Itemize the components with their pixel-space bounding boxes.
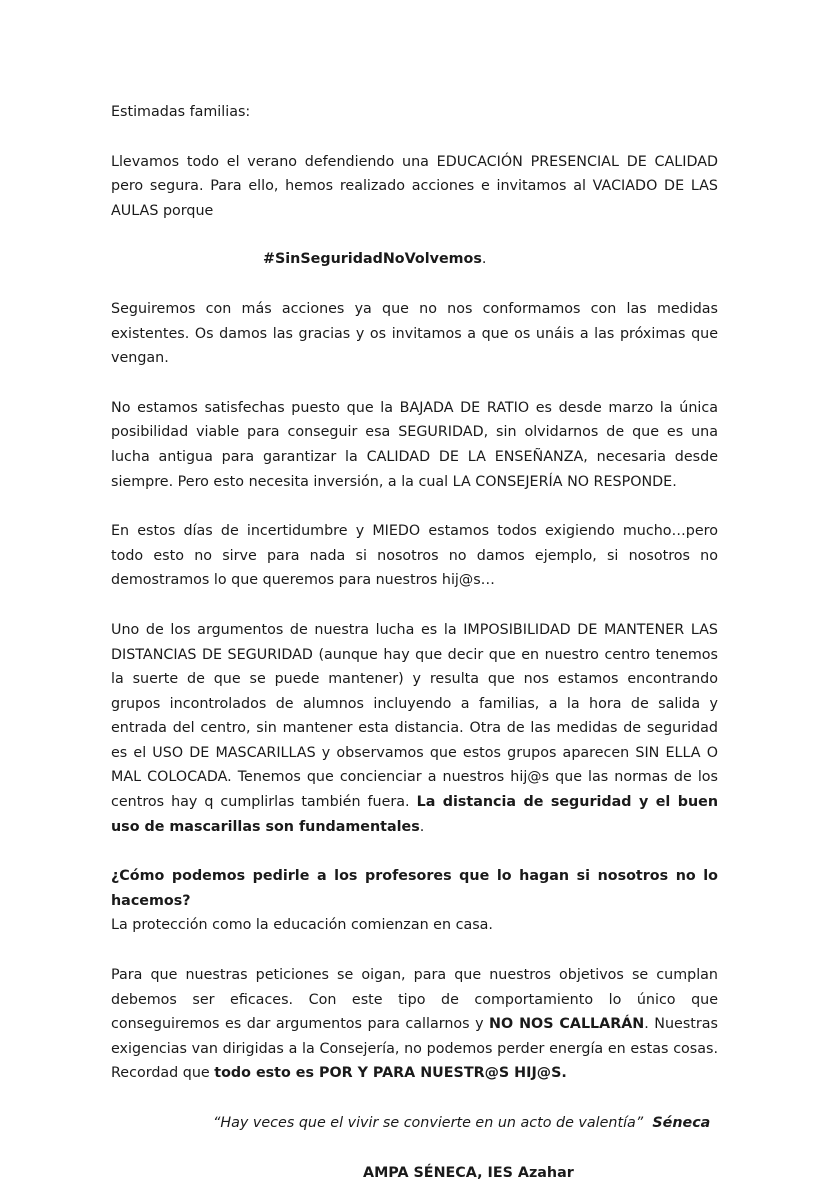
paragraph-1: Llevamos todo el verano defendiendo una EDUCACIÓN PRESENCIAL DE CALIDAD pero segura. Para ello, hemos realizado acciones e invitamos al VACIADO DE LAS AULAS porque [111,153,718,219]
paragraph-5-bold: La distancia de seguridad y el buen uso de mascarillas son fundamentales [111,794,718,835]
greeting: Estimadas familias: [111,104,251,120]
question-heading: ¿Cómo podemos pedirle a los profesores que lo hagan si nosotros no lo hacemos? [111,868,718,909]
paragraph-5-end: . [419,818,425,835]
hashtag-line [111,247,718,272]
letter-body [111,100,718,1185]
hashtag-period: . [481,251,487,268]
quote-text: “Hay veces que el vivir se convierte en un acto de valentía” [213,1115,644,1131]
hashtag: #SinSeguridadNoVolvemos [263,251,482,268]
paragraph-6-text-a: Para que nuestras peticiones se oigan, para que nuestros objetivos se cumplan debemos ser eficaces. Con este tipo de comportamiento lo único que conseguiremos es dar argumentos para callarnos y [111,967,718,1033]
question-follow: La protección como la educación comienzan en casa. [111,917,493,934]
paragraph-3: No estamos satisfechas puesto que la BAJADA DE RATIO es desde marzo la única posibilidad viable para conseguir esa SEGURIDAD, sin olvidarnos de que es una lucha antigua para garantizar la CALIDAD DE LA ENSEÑANZA, necesaria desde siempre. Pero esto necesita inversión, a la cual LA CONSEJERÍA NO RESPONDE. [111,399,718,490]
paragraph-4: En estos días de incertidumbre y MIEDO estamos todos exigiendo mucho…pero todo esto no sirve para nada si nosotros no damos ejemplo, si nosotros no demostramos lo que queremos para nuestros hij@s… [111,523,718,589]
paragraph-5-text: Uno de los argumentos de nuestra lucha es la IMPOSIBILIDAD DE MANTENER LAS DISTANCIAS DE SEGURIDAD (aunque hay que decir que en nuestro centro tenemos la suerte de que se puede mantener) y resulta que nos estamos encontrando grupos incontrolados de alumnos incluyendo a familias, a la hora de salida y entrada del centro, sin mantener esta distancia. Otra de las medidas de seguridad es el USO DE MASCARILLAS y observamos que estos grupos aparecen SIN ELLA O MAL COLOCADA. Tenemos que concienciar a nuestros hij@s que las normas de los centros hay q cumplirlas también fuera. [111,621,718,811]
quote-author: Séneca [652,1115,711,1131]
quote-line [111,1111,718,1136]
paragraph-6-bold-1: NO NOS CALLARÁN [489,1016,645,1033]
paragraph-6-text-b: . Nuestras exigencias van dirigidas a la Consejería, no podemos perder energía en estas cosas. Recordad que [111,1016,718,1082]
paragraph-5 [111,618,718,839]
paragraph-2: Seguiremos con más acciones ya que no nos conformamos con las medidas existentes. Os damos las gracias y os invitamos a que os unáis a las próximas que vengan. [111,300,718,367]
paragraph-6-bold-2: todo esto es POR Y PARA NUESTR@S HIJ@S. [214,1065,567,1082]
signature: AMPA SÉNECA, IES Azahar [363,1164,574,1181]
paragraph-6 [111,963,718,1086]
